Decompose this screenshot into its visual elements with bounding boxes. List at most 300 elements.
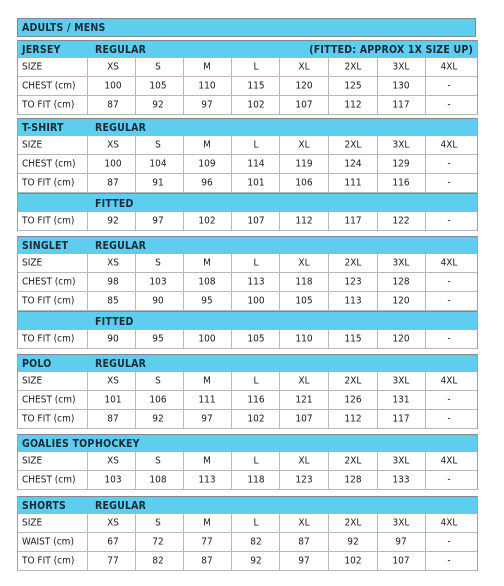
cell-divider xyxy=(87,410,88,428)
table-row xyxy=(18,174,477,193)
section-header xyxy=(18,118,477,138)
cell-divider xyxy=(183,155,184,173)
fit-note: (FITTED: APPROX 1X SIZE UP) xyxy=(309,44,473,56)
cell-divider xyxy=(135,452,136,470)
size-cell: 130 xyxy=(392,80,410,92)
size-cell: 117 xyxy=(344,215,362,227)
cell-divider xyxy=(231,372,232,390)
section-polo xyxy=(17,354,478,429)
cell-divider xyxy=(231,174,232,192)
cell-divider xyxy=(135,514,136,532)
cell-divider xyxy=(135,292,136,310)
row-label: SIZE xyxy=(22,61,43,73)
size-cell: 87 xyxy=(107,99,119,111)
cell-divider xyxy=(183,58,184,76)
size-cell: XS xyxy=(107,375,119,387)
size-cell: 120 xyxy=(392,295,410,307)
table-row xyxy=(18,96,477,115)
cell-divider xyxy=(231,77,232,95)
cell-divider xyxy=(377,410,378,428)
cell-divider xyxy=(328,452,329,470)
cell-divider xyxy=(425,58,426,76)
row-label: SIZE xyxy=(22,139,43,151)
cell-divider xyxy=(135,552,136,570)
size-cell: - xyxy=(447,177,451,189)
size-cell: 101 xyxy=(104,394,122,406)
size-cell: XL xyxy=(298,455,310,467)
cell-divider xyxy=(135,372,136,390)
size-cell: 2XL xyxy=(344,61,362,73)
section-name: T-SHIRT xyxy=(22,122,64,134)
cell-divider xyxy=(183,254,184,272)
size-cell: 112 xyxy=(344,413,362,425)
size-cell: 87 xyxy=(107,177,119,189)
cell-divider xyxy=(328,254,329,272)
size-cell: - xyxy=(447,276,451,288)
table-row xyxy=(18,77,477,96)
size-cell: 122 xyxy=(392,215,410,227)
table-row xyxy=(18,391,477,410)
cell-divider xyxy=(377,254,378,272)
table-row xyxy=(18,552,477,571)
size-cell: 82 xyxy=(250,536,262,548)
size-cell: 103 xyxy=(104,474,122,486)
cell-divider xyxy=(183,330,184,348)
fit-type: FITTED xyxy=(95,197,134,210)
fit-type: REGULAR xyxy=(95,44,147,56)
size-cell: S xyxy=(155,257,161,269)
cell-divider xyxy=(328,273,329,291)
size-cell: 96 xyxy=(201,177,213,189)
cell-divider xyxy=(231,292,232,310)
row-label: CHEST (cm) xyxy=(22,276,76,288)
cell-divider xyxy=(279,273,280,291)
size-cell: 112 xyxy=(344,99,362,111)
size-cell: 125 xyxy=(344,80,362,92)
size-cell: M xyxy=(203,375,211,387)
fitted-subheader xyxy=(18,311,477,332)
cell-divider xyxy=(377,552,378,570)
size-cell: XL xyxy=(298,61,310,73)
row-label: SIZE xyxy=(22,455,43,467)
row-label: WAIST (cm) xyxy=(22,536,74,548)
size-cell: 124 xyxy=(344,158,362,170)
size-cell: 105 xyxy=(247,333,265,345)
cell-divider xyxy=(87,452,88,470)
row-label: TO FIT (cm) xyxy=(22,555,75,567)
section-name: JERSEY xyxy=(22,44,61,56)
cell-divider xyxy=(328,533,329,551)
cell-divider xyxy=(135,471,136,489)
size-cell: 121 xyxy=(295,394,313,406)
cell-divider xyxy=(328,552,329,570)
size-cell: XS xyxy=(107,455,119,467)
size-cell: 97 xyxy=(395,536,407,548)
size-cell: 95 xyxy=(152,333,164,345)
cell-divider xyxy=(87,174,88,192)
size-cell: 111 xyxy=(344,177,362,189)
cell-divider xyxy=(377,136,378,154)
cell-divider xyxy=(87,372,88,390)
size-cell: 2XL xyxy=(344,375,362,387)
cell-divider xyxy=(425,330,426,348)
cell-divider xyxy=(279,552,280,570)
size-cell: 97 xyxy=(201,99,213,111)
size-cell: 108 xyxy=(198,276,216,288)
cell-divider xyxy=(87,391,88,409)
table-row xyxy=(18,254,477,273)
cell-divider xyxy=(231,58,232,76)
size-cell: 117 xyxy=(392,413,410,425)
cell-divider xyxy=(87,330,88,348)
cell-divider xyxy=(425,292,426,310)
size-cell: 118 xyxy=(247,474,265,486)
size-cell: 115 xyxy=(344,333,362,345)
fit-type: HOCKEY xyxy=(95,438,140,450)
row-label: CHEST (cm) xyxy=(22,474,76,486)
table-row xyxy=(18,372,477,391)
cell-divider xyxy=(231,410,232,428)
size-cell: 97 xyxy=(201,413,213,425)
cell-divider xyxy=(135,58,136,76)
row-label: CHEST (cm) xyxy=(22,394,76,406)
table-row xyxy=(18,273,477,292)
cell-divider xyxy=(377,212,378,230)
size-cell: XS xyxy=(107,139,119,151)
cell-divider xyxy=(183,372,184,390)
size-cell: S xyxy=(155,375,161,387)
cell-divider xyxy=(425,410,426,428)
size-cell: 2XL xyxy=(344,139,362,151)
cell-divider xyxy=(87,136,88,154)
size-cell: 118 xyxy=(295,276,313,288)
size-cell: 4XL xyxy=(440,257,458,269)
size-cell: S xyxy=(155,139,161,151)
size-cell: 113 xyxy=(344,295,362,307)
size-cell: L xyxy=(253,139,259,151)
size-cell: 107 xyxy=(295,99,313,111)
size-cell: 2XL xyxy=(344,257,362,269)
size-cell: 97 xyxy=(152,215,164,227)
size-cell: 133 xyxy=(392,474,410,486)
cell-divider xyxy=(135,330,136,348)
cell-divider xyxy=(425,273,426,291)
cell-divider xyxy=(328,514,329,532)
cell-divider xyxy=(425,452,426,470)
cell-divider xyxy=(279,254,280,272)
size-cell: 109 xyxy=(198,158,216,170)
cell-divider xyxy=(183,452,184,470)
size-cell: - xyxy=(447,413,451,425)
cell-divider xyxy=(183,174,184,192)
cell-divider xyxy=(377,77,378,95)
cell-divider xyxy=(328,471,329,489)
cell-divider xyxy=(279,96,280,114)
row-label: SIZE xyxy=(22,517,43,529)
cell-divider xyxy=(135,155,136,173)
cell-divider xyxy=(425,212,426,230)
size-cell: M xyxy=(203,455,211,467)
size-cell: L xyxy=(253,257,259,269)
cell-divider xyxy=(425,514,426,532)
size-cell: XL xyxy=(298,375,310,387)
size-cell: 107 xyxy=(295,413,313,425)
cell-divider xyxy=(425,552,426,570)
size-cell: 4XL xyxy=(440,375,458,387)
size-cell: XL xyxy=(298,517,310,529)
size-cell: 119 xyxy=(295,158,313,170)
size-cell: 113 xyxy=(198,474,216,486)
cell-divider xyxy=(328,174,329,192)
row-label: TO FIT (cm) xyxy=(22,99,75,111)
table-row xyxy=(18,330,477,349)
size-cell: 131 xyxy=(392,394,410,406)
cell-divider xyxy=(377,96,378,114)
cell-divider xyxy=(377,471,378,489)
cell-divider xyxy=(231,471,232,489)
table-row xyxy=(18,212,477,231)
cell-divider xyxy=(377,58,378,76)
section-header xyxy=(18,236,477,256)
size-cell: 3XL xyxy=(392,455,410,467)
size-cell: 97 xyxy=(298,555,310,567)
cell-divider xyxy=(425,391,426,409)
size-cell: XL xyxy=(298,257,310,269)
size-cell: 106 xyxy=(295,177,313,189)
size-cell: 3XL xyxy=(392,61,410,73)
size-cell: - xyxy=(447,295,451,307)
cell-divider xyxy=(231,136,232,154)
size-cell: S xyxy=(155,517,161,529)
fit-type: REGULAR xyxy=(95,240,147,252)
size-cell: 115 xyxy=(247,80,265,92)
size-cell: 116 xyxy=(247,394,265,406)
cell-divider xyxy=(328,410,329,428)
section-name: GOALIES TOP xyxy=(22,438,95,450)
cell-divider xyxy=(231,273,232,291)
size-cell: M xyxy=(203,139,211,151)
cell-divider xyxy=(279,471,280,489)
cell-divider xyxy=(377,391,378,409)
cell-divider xyxy=(425,77,426,95)
size-cell: - xyxy=(447,394,451,406)
size-cell: 103 xyxy=(149,276,167,288)
row-label: CHEST (cm) xyxy=(22,80,76,92)
section-goalies-top xyxy=(17,434,478,490)
size-cell: 110 xyxy=(198,80,216,92)
cell-divider xyxy=(183,292,184,310)
cell-divider xyxy=(279,514,280,532)
size-cell: M xyxy=(203,517,211,529)
size-cell: XS xyxy=(107,61,119,73)
size-cell: 120 xyxy=(392,333,410,345)
cell-divider xyxy=(87,533,88,551)
cell-divider xyxy=(377,155,378,173)
cell-divider xyxy=(328,330,329,348)
size-cell: 110 xyxy=(295,333,313,345)
size-cell: 91 xyxy=(152,177,164,189)
size-cell: 82 xyxy=(152,555,164,567)
size-cell: 4XL xyxy=(440,61,458,73)
size-cell: 120 xyxy=(295,80,313,92)
size-cell: 77 xyxy=(107,555,119,567)
size-cell: M xyxy=(203,257,211,269)
cell-divider xyxy=(135,533,136,551)
cell-divider xyxy=(87,58,88,76)
cell-divider xyxy=(425,533,426,551)
cell-divider xyxy=(328,96,329,114)
cell-divider xyxy=(183,273,184,291)
cell-divider xyxy=(87,514,88,532)
size-cell: 100 xyxy=(104,80,122,92)
cell-divider xyxy=(279,533,280,551)
size-cell: 102 xyxy=(344,555,362,567)
size-cell: 3XL xyxy=(392,139,410,151)
row-label: TO FIT (cm) xyxy=(22,177,75,189)
size-cell: - xyxy=(447,158,451,170)
size-cell: 105 xyxy=(149,80,167,92)
cell-divider xyxy=(377,330,378,348)
size-cell: L xyxy=(253,455,259,467)
size-cell: 101 xyxy=(247,177,265,189)
cell-divider xyxy=(328,136,329,154)
table-row xyxy=(18,514,477,533)
cell-divider xyxy=(135,77,136,95)
size-cell: 126 xyxy=(344,394,362,406)
cell-divider xyxy=(279,292,280,310)
size-cell: 85 xyxy=(107,295,119,307)
cell-divider xyxy=(425,174,426,192)
section-header xyxy=(18,40,477,60)
size-cell: 98 xyxy=(107,276,119,288)
cell-divider xyxy=(183,471,184,489)
size-cell: 67 xyxy=(107,536,119,548)
fitted-subheader xyxy=(18,193,477,214)
fit-type: REGULAR xyxy=(95,122,147,134)
section-name: POLO xyxy=(22,358,52,370)
size-cell: XS xyxy=(107,517,119,529)
row-label: SIZE xyxy=(22,257,43,269)
table-row xyxy=(18,533,477,552)
size-cell: 92 xyxy=(107,215,119,227)
size-cell: XS xyxy=(107,257,119,269)
cell-divider xyxy=(231,96,232,114)
size-cell: S xyxy=(155,61,161,73)
size-cell: 114 xyxy=(247,158,265,170)
cell-divider xyxy=(425,96,426,114)
size-cell: - xyxy=(447,333,451,345)
cell-divider xyxy=(425,471,426,489)
section-header xyxy=(18,496,477,516)
size-cell: 100 xyxy=(198,333,216,345)
cell-divider xyxy=(279,330,280,348)
table-row xyxy=(18,471,477,490)
size-cell: 123 xyxy=(344,276,362,288)
size-cell: 3XL xyxy=(392,517,410,529)
cell-divider xyxy=(231,552,232,570)
cell-divider xyxy=(328,292,329,310)
table-row xyxy=(18,452,477,471)
size-cell: 3XL xyxy=(392,257,410,269)
size-cell: 112 xyxy=(295,215,313,227)
table-row xyxy=(18,136,477,155)
size-cell: 4XL xyxy=(440,139,458,151)
section-header xyxy=(18,434,477,454)
table-row xyxy=(18,155,477,174)
cell-divider xyxy=(328,77,329,95)
cell-divider xyxy=(377,372,378,390)
section-t-shirt xyxy=(17,118,478,231)
fit-type: REGULAR xyxy=(95,500,147,512)
row-label: TO FIT (cm) xyxy=(22,215,75,227)
size-cell: 3XL xyxy=(392,375,410,387)
size-cell: 102 xyxy=(198,215,216,227)
size-cell: - xyxy=(447,99,451,111)
size-cell: 129 xyxy=(392,158,410,170)
cell-divider xyxy=(231,330,232,348)
size-cell: 2XL xyxy=(344,455,362,467)
cell-divider xyxy=(87,292,88,310)
cell-divider xyxy=(377,452,378,470)
cell-divider xyxy=(328,212,329,230)
fit-type: REGULAR xyxy=(95,358,147,370)
cell-divider xyxy=(135,410,136,428)
cell-divider xyxy=(279,372,280,390)
row-label: SIZE xyxy=(22,375,43,387)
cell-divider xyxy=(135,174,136,192)
cell-divider xyxy=(328,391,329,409)
size-cell: 95 xyxy=(201,295,213,307)
size-cell: 107 xyxy=(247,215,265,227)
size-cell: 90 xyxy=(107,333,119,345)
cell-divider xyxy=(377,514,378,532)
cell-divider xyxy=(231,254,232,272)
cell-divider xyxy=(328,155,329,173)
size-cell: - xyxy=(447,80,451,92)
cell-divider xyxy=(231,155,232,173)
row-label: TO FIT (cm) xyxy=(22,333,75,345)
cell-divider xyxy=(279,77,280,95)
row-label: CHEST (cm) xyxy=(22,158,76,170)
cell-divider xyxy=(279,174,280,192)
row-label: TO FIT (cm) xyxy=(22,295,75,307)
cell-divider xyxy=(231,391,232,409)
size-cell: L xyxy=(253,61,259,73)
cell-divider xyxy=(425,254,426,272)
cell-divider xyxy=(377,273,378,291)
cell-divider xyxy=(279,391,280,409)
table-row xyxy=(18,58,477,77)
cell-divider xyxy=(279,155,280,173)
cell-divider xyxy=(377,174,378,192)
cell-divider xyxy=(135,136,136,154)
size-cell: - xyxy=(447,555,451,567)
size-cell: 128 xyxy=(344,474,362,486)
size-cell: 100 xyxy=(104,158,122,170)
cell-divider xyxy=(87,273,88,291)
size-cell: 90 xyxy=(152,295,164,307)
section-header xyxy=(18,354,477,374)
size-cell: 92 xyxy=(347,536,359,548)
fit-type: FITTED xyxy=(95,315,134,328)
size-cell: - xyxy=(447,215,451,227)
cell-divider xyxy=(183,212,184,230)
cell-divider xyxy=(183,410,184,428)
size-cell: - xyxy=(447,474,451,486)
section-name: SHORTS xyxy=(22,500,66,512)
size-cell: 113 xyxy=(247,276,265,288)
cell-divider xyxy=(183,136,184,154)
